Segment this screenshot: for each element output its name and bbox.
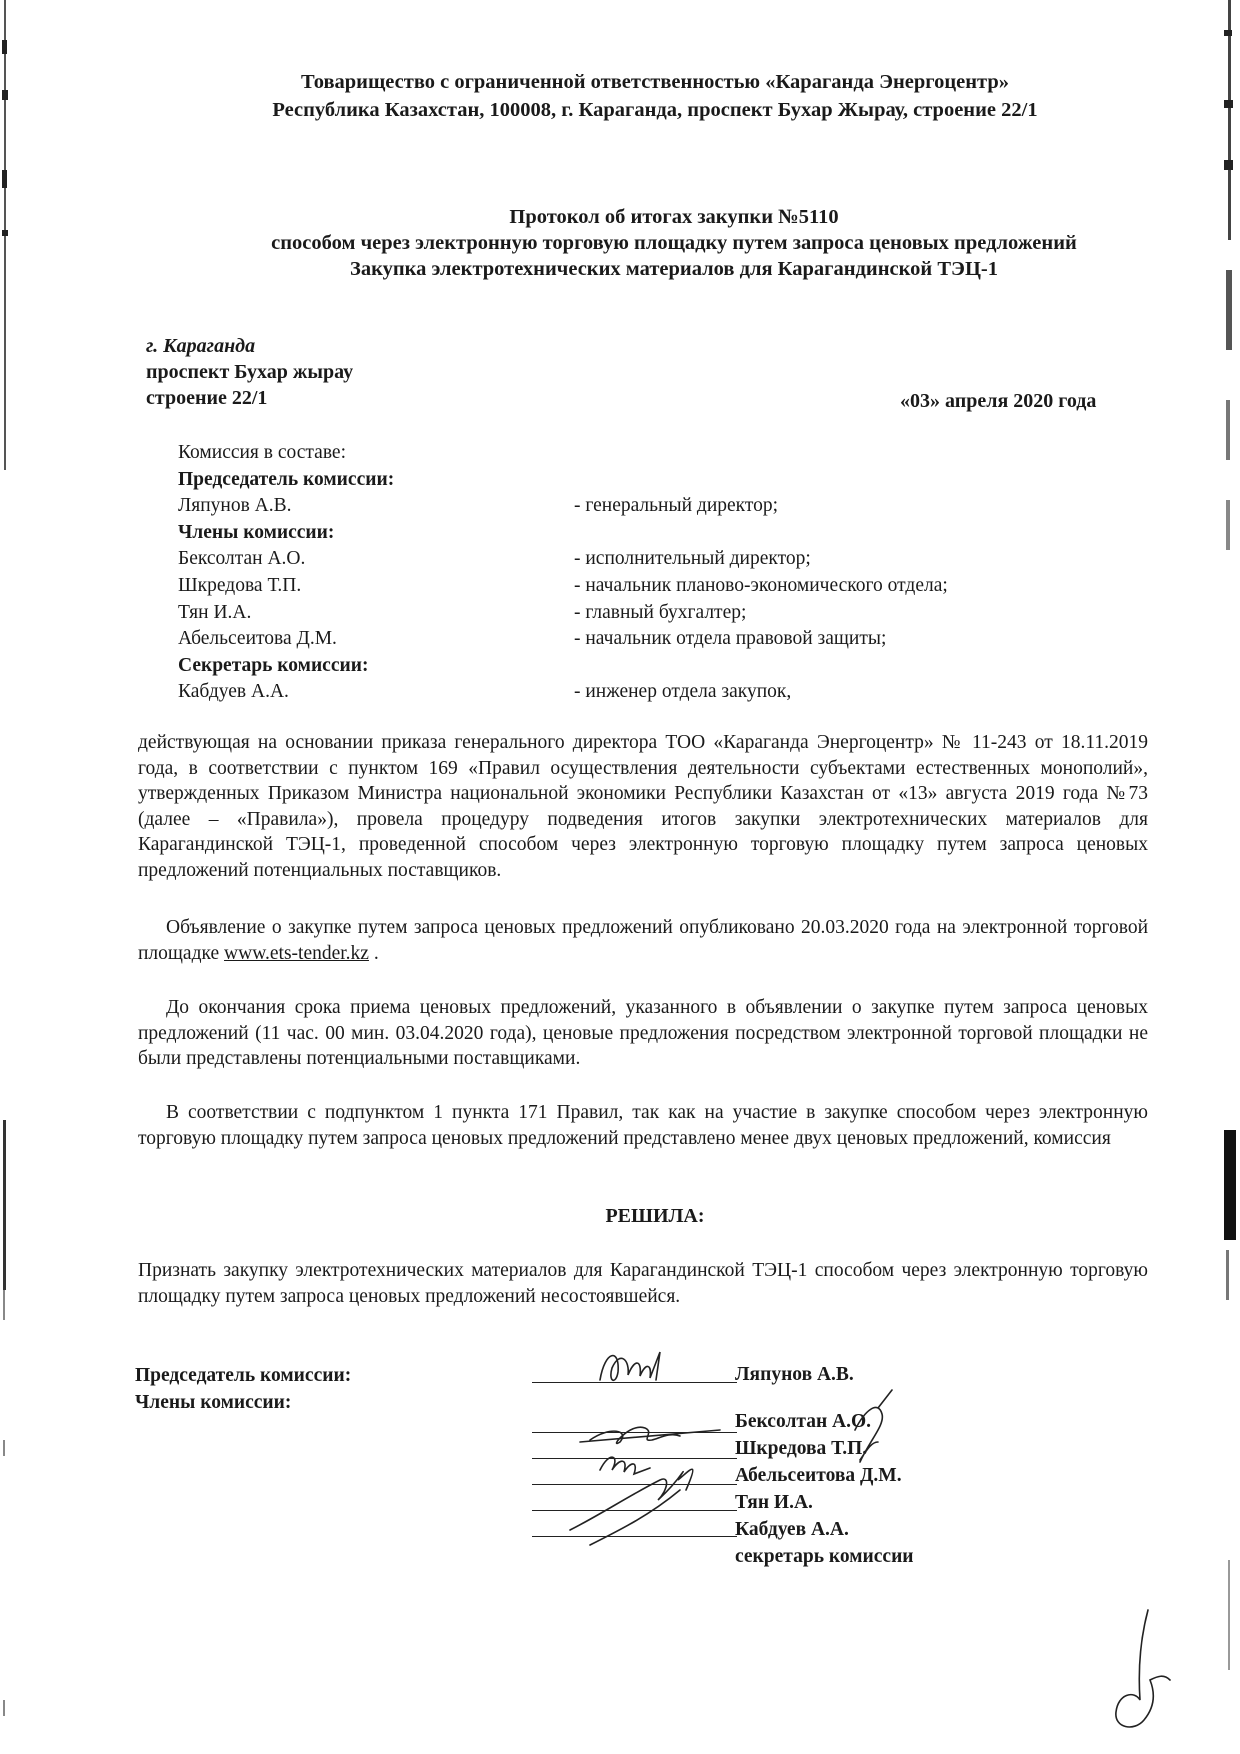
handwritten-mark: [1100, 1600, 1180, 1740]
signature-name: Тян И.А.: [735, 1492, 813, 1513]
member-role: - исполнительный директор;: [574, 548, 811, 570]
signature-members-label: Члены комиссии:: [135, 1392, 292, 1413]
signature-name: Кабдуев А.А.: [735, 1519, 849, 1540]
signature-name: Бексолтан А.О.: [735, 1411, 872, 1432]
protocol-date: «03» апреля 2020 года: [900, 390, 1097, 412]
chair-label: Председатель комиссии:: [178, 468, 395, 490]
protocol-title-line3: Закупка электротехнических материалов для Карагандинской ТЭЦ-1: [350, 258, 998, 280]
member-role: - инженер отдела закупок,: [574, 681, 792, 703]
member-role: - генеральный директор;: [574, 495, 779, 517]
signature-name: Абельсеитова Д.М.: [735, 1465, 902, 1486]
signature-name: Ляпунов А.В.: [735, 1364, 854, 1385]
commission-row: [178, 546, 1038, 573]
signature-line: [532, 1458, 737, 1459]
paragraph-basis: действующая на основании приказа генерального директора ТОО «Караганда Энергоцентр» № 11-243 от 18.11.2019 года, в соответствии с пунктом 169 «Правил осуществления деятельности субъектами естественных монополий», утвержденных Приказом Министра национальной экономики Республики Казахстан от «13» августа 2019 года №73 (далее – «Правила»), провела процедуру подведения итогов закупки электротехнических материалов для Карагандинской ТЭЦ-1, проведенной способом через электронную торговую площадку путем запроса ценовых предложений потенциальных поставщиков.: [138, 732, 1148, 881]
member-name: Кабдуев А.А.: [178, 681, 289, 703]
signature-line: [532, 1484, 737, 1485]
protocol-title-line2: способом через электронную торговую площадку путем запроса ценовых предложений: [271, 232, 1077, 254]
commission-row: [178, 679, 1038, 706]
member-role: - главный бухгалтер;: [574, 601, 747, 623]
place-city: г. Караганда: [146, 335, 256, 357]
signature-line: [532, 1536, 737, 1537]
secretary-label: Секретарь комиссии:: [178, 654, 369, 676]
members-label: Члены комиссии:: [178, 521, 335, 543]
signature-secretary-note: секретарь комиссии: [735, 1546, 914, 1567]
member-name: Абельсеитова Д.М.: [178, 628, 337, 650]
protocol-title-line1: Протокол об итогах закупки №5110: [509, 206, 839, 228]
commission-row: [178, 493, 1038, 520]
signature-line: [532, 1432, 737, 1433]
commission-list: [178, 440, 1038, 706]
member-role: - начальник отдела правовой защиты;: [574, 628, 887, 650]
signature-names: [735, 1361, 914, 1570]
paragraph-announcement: [138, 915, 1148, 966]
organization-address: Республика Казахстан, 100008, г. Караганда, проспект Бухар Жырау, строение 22/1: [272, 99, 1038, 121]
commission-row: [178, 600, 1038, 627]
signature-line: [532, 1510, 737, 1511]
place-block: [146, 333, 353, 411]
signature-labels: [135, 1362, 351, 1416]
member-role: - начальник планово-экономического отдела;: [574, 574, 948, 596]
commission-intro: Комиссия в составе:: [178, 442, 346, 463]
member-name: Шкредова Т.П.: [178, 574, 302, 596]
paragraph-rule: В соответствии с подпунктом 1 пункта 171 Правил, так как на участие в закупке способом через электронную торговую площадку путем запроса ценовых предложений представлено менее двух ценовых предложений, комиссия: [138, 1102, 1148, 1149]
commission-row: [178, 626, 1038, 653]
protocol-title: [0, 204, 1240, 282]
decision-heading: РЕШИЛА:: [605, 1205, 705, 1227]
member-name: Бексолтан А.О.: [178, 548, 306, 570]
place-building: строение 22/1: [146, 387, 268, 409]
place-street: проспект Бухар жырау: [146, 361, 354, 383]
signature-line: [532, 1382, 737, 1383]
organization-name: Товарищество с ограниченной ответственностью «Караганда Энергоцентр»: [300, 71, 1010, 93]
signature-chair-label: Председатель комиссии:: [135, 1365, 352, 1386]
announcement-end: .: [373, 942, 379, 964]
commission-row: [178, 573, 1038, 600]
signature-lines: [532, 1360, 762, 1560]
organization-header: [0, 68, 1240, 124]
member-name: Тян И.А.: [178, 601, 252, 623]
signature-name: Шкредова Т.П.: [735, 1438, 868, 1459]
paragraph-deadline: До окончания срока приема ценовых предложений, указанного в объявлении о закупке путем запроса ценовых предложений (11 час. 00 мин. 03.04.2020 года), ценовые предложения посредством электронной торговой площадки не были представлены потенциальными поставщиками.: [138, 997, 1148, 1069]
paragraph-decision: Признать закупку электротехнических материалов для Карагандинской ТЭЦ-1 способом через электронную торговую площадку путем запроса ценовых предложений несостоявшейся.: [138, 1260, 1148, 1307]
member-name: Ляпунов А.В.: [178, 495, 292, 517]
ets-tender-link[interactable]: www.ets-tender.kz: [224, 942, 369, 964]
announcement-text: Объявление о закупке путем запроса ценовых предложений опубликовано 20.03.2020 года на электронной торговой площадке: [138, 917, 1148, 964]
